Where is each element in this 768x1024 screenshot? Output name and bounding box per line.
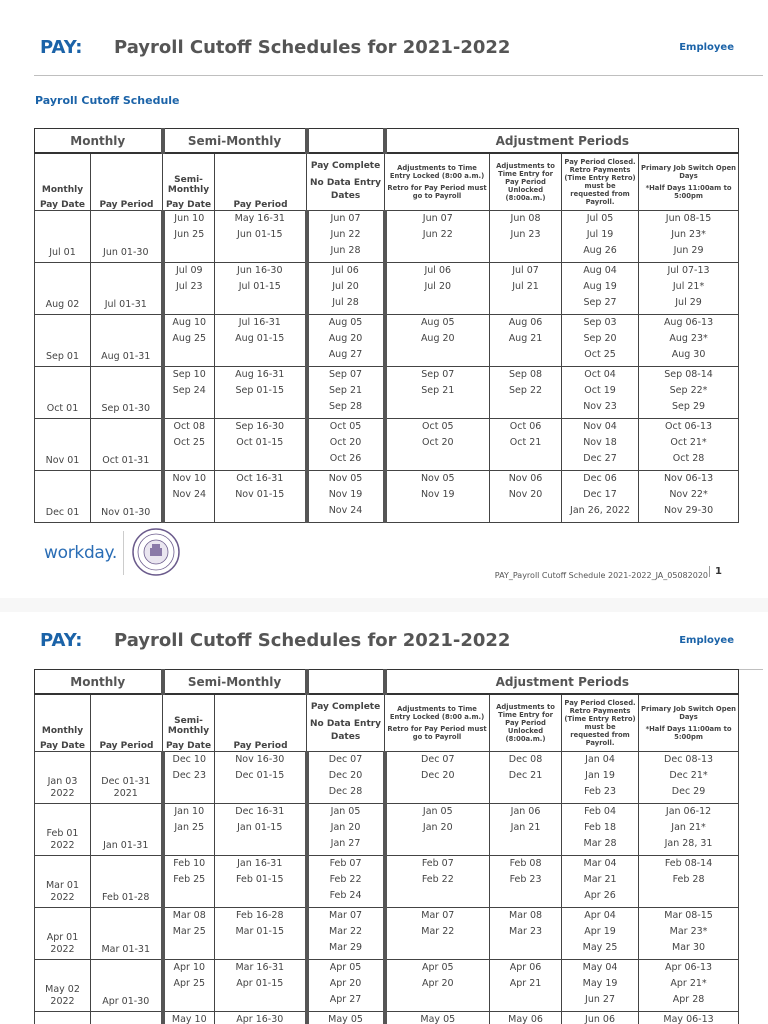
document-page-2 (0, 612, 768, 1024)
audience-label: Employee (679, 635, 734, 646)
monthly-pay-date: May 02 2022 (35, 960, 91, 1012)
adj-unlocked-dates: Sep 08 Sep 22 (490, 367, 562, 419)
table-row (35, 752, 739, 804)
monthly-pay-date: Apr 01 2022 (35, 908, 91, 960)
header-prefix: PAY: (40, 37, 83, 58)
pay-complete-dates: Jan 05 Jan 20 Jan 27 (307, 804, 385, 856)
col-adj-locked: Adjustments to Time Entry Locked (8:00 a.m.) Retro for Pay Period must go to Payroll (385, 694, 490, 752)
monthly-pay-period: Sep 01-30 (91, 367, 163, 419)
document-id: PAY_Payroll Cutoff Schedule 2021-2022_JA_05082020 (494, 571, 708, 580)
monthly-pay-period: Oct 01-31 (91, 419, 163, 471)
col-period-closed: Pay Period Closed. Retro Payments (Time Entry Retro) must be requested from Payroll. (562, 694, 639, 752)
col-semi-pay-period: Pay Period (215, 153, 307, 211)
semi-pay-date: Sep 10 Sep 24 (163, 367, 215, 419)
pay-complete-dates: Aug 05 Aug 20 Aug 27 (307, 315, 385, 367)
col-job-switch: Primary Job Switch Open Days *Half Days 11:00am to 5:00pm (639, 153, 739, 211)
adj-unlocked-dates: Aug 06 Aug 21 (490, 315, 562, 367)
adj-unlocked-dates: Feb 08 Feb 23 (490, 856, 562, 908)
pay-complete-dates: Mar 07 Mar 22 Mar 29 (307, 908, 385, 960)
monthly-pay-date: Nov 01 (35, 419, 91, 471)
adj-unlocked-dates: Jun 08 Jun 23 (490, 211, 562, 263)
semi-pay-date: May 10 (163, 1012, 215, 1024)
job-switch-dates: Nov 06-13 Nov 22* Nov 29-30 (639, 471, 739, 523)
semi-pay-date: Feb 10 Feb 25 (163, 856, 215, 908)
page-number: 1 (709, 566, 722, 577)
monthly-pay-period: Mar 01-31 (91, 908, 163, 960)
adj-locked-dates: Nov 05 Nov 19 (385, 471, 490, 523)
semi-pay-date: Mar 08 Mar 25 (163, 908, 215, 960)
section-title: Payroll Cutoff Schedule (35, 94, 180, 107)
semi-pay-period: Oct 16-31 Nov 01-15 (215, 471, 307, 523)
group-semi-monthly: Semi-Monthly (163, 670, 307, 695)
col-adj-unlocked: Adjustments to Time Entry for Pay Period Unlocked (8:00a.m.) (490, 694, 562, 752)
page-header (0, 26, 768, 70)
period-closed-dates: Nov 04 Nov 18 Dec 27 (562, 419, 639, 471)
monthly-pay-date: Sep 01 (35, 315, 91, 367)
period-closed-dates: Jul 05 Jul 19 Aug 26 (562, 211, 639, 263)
group-semi-monthly: Semi-Monthly (163, 129, 307, 154)
monthly-pay-period: Feb 01-28 (91, 856, 163, 908)
period-closed-dates: Feb 04 Feb 18 Mar 28 (562, 804, 639, 856)
monthly-pay-period: Jun 01-30 (91, 211, 163, 263)
monthly-pay-period: Jul 01-31 (91, 263, 163, 315)
page-title: Payroll Cutoff Schedules for 2021-2022 (114, 37, 511, 58)
schedule-table (34, 128, 739, 523)
period-closed-dates: Oct 04 Oct 19 Nov 23 (562, 367, 639, 419)
adj-locked-dates: Mar 07 Mar 22 (385, 908, 490, 960)
monthly-pay-date: Aug 02 (35, 263, 91, 315)
col-adj-locked: Adjustments to Time Entry Locked (8:00 a.m.) Retro for Pay Period must go to Payroll (385, 153, 490, 211)
semi-pay-period: Jan 16-31 Feb 01-15 (215, 856, 307, 908)
logo-divider (123, 531, 124, 575)
col-semi-pay-date: Semi- Monthly Pay Date (163, 153, 215, 211)
job-switch-dates: Feb 08-14 Feb 28 (639, 856, 739, 908)
semi-pay-period: Nov 16-30 Dec 01-15 (215, 752, 307, 804)
monthly-pay-period: Aug 01-31 (91, 315, 163, 367)
job-switch-dates: Mar 08-15 Mar 23* Mar 30 (639, 908, 739, 960)
period-closed-dates: Apr 04 Apr 19 May 25 (562, 908, 639, 960)
header-divider (34, 75, 763, 76)
job-switch-dates: Oct 06-13 Oct 21* Oct 28 (639, 419, 739, 471)
job-switch-dates: Sep 08-14 Sep 22* Sep 29 (639, 367, 739, 419)
semi-pay-period: Jul 16-31 Aug 01-15 (215, 315, 307, 367)
university-seal-icon (132, 528, 180, 576)
semi-pay-date: Oct 08 Oct 25 (163, 419, 215, 471)
monthly-pay-date: Oct 01 (35, 367, 91, 419)
semi-pay-date: Dec 10 Dec 23 (163, 752, 215, 804)
monthly-pay-period (91, 1012, 163, 1024)
semi-pay-period: Mar 16-31 Apr 01-15 (215, 960, 307, 1012)
group-blank (307, 670, 385, 695)
job-switch-dates: May 06-13 (639, 1012, 739, 1024)
header-prefix: PAY: (40, 630, 83, 651)
adj-unlocked-dates: Oct 06 Oct 21 (490, 419, 562, 471)
pay-complete-dates: Jul 06 Jul 20 Jul 28 (307, 263, 385, 315)
col-pay-complete: Pay Complete No Data Entry Dates (307, 153, 385, 211)
adj-locked-dates: Jun 07 Jun 22 (385, 211, 490, 263)
col-monthly-pay-period: Pay Period (91, 153, 163, 211)
adj-unlocked-dates: Nov 06 Nov 20 (490, 471, 562, 523)
pay-complete-dates: Jun 07 Jun 22 Jun 28 (307, 211, 385, 263)
job-switch-dates: Jul 07-13 Jul 21* Jul 29 (639, 263, 739, 315)
pay-complete-dates: Apr 05 Apr 20 Apr 27 (307, 960, 385, 1012)
period-closed-dates: Sep 03 Sep 20 Oct 25 (562, 315, 639, 367)
period-closed-dates: May 04 May 19 Jun 27 (562, 960, 639, 1012)
audience-label: Employee (679, 42, 734, 53)
job-switch-dates: Jun 08-15 Jun 23* Jun 29 (639, 211, 739, 263)
table-row (35, 263, 739, 315)
table-row (35, 960, 739, 1012)
monthly-pay-period: Jan 01-31 (91, 804, 163, 856)
semi-pay-date: Jan 10 Jan 25 (163, 804, 215, 856)
table-row (35, 804, 739, 856)
period-closed-dates: Jun 06 (562, 1012, 639, 1024)
period-closed-dates: Aug 04 Aug 19 Sep 27 (562, 263, 639, 315)
col-semi-pay-date: Semi- Monthly Pay Date (163, 694, 215, 752)
job-switch-dates: Jan 06-12 Jan 21* Jan 28, 31 (639, 804, 739, 856)
job-switch-dates: Aug 06-13 Aug 23* Aug 30 (639, 315, 739, 367)
table-row (35, 471, 739, 523)
group-blank (307, 129, 385, 154)
semi-pay-date: Jun 10 Jun 25 (163, 211, 215, 263)
monthly-pay-date: Jan 03 2022 (35, 752, 91, 804)
adj-locked-dates: Oct 05 Oct 20 (385, 419, 490, 471)
monthly-pay-date (35, 1012, 91, 1024)
table-row (35, 315, 739, 367)
pay-complete-dates: Dec 07 Dec 20 Dec 28 (307, 752, 385, 804)
page-title: Payroll Cutoff Schedules for 2021-2022 (114, 630, 511, 651)
semi-pay-period: Dec 16-31 Jan 01-15 (215, 804, 307, 856)
adj-unlocked-dates: May 06 (490, 1012, 562, 1024)
monthly-pay-period: Dec 01-31 2021 (91, 752, 163, 804)
col-monthly-pay-date: Monthly Pay Date (35, 153, 91, 211)
pay-complete-dates: Sep 07 Sep 21 Sep 28 (307, 367, 385, 419)
col-semi-pay-period: Pay Period (215, 694, 307, 752)
table-row (35, 367, 739, 419)
semi-pay-date: Jul 09 Jul 23 (163, 263, 215, 315)
group-monthly: Monthly (35, 129, 163, 154)
semi-pay-period: Feb 16-28 Mar 01-15 (215, 908, 307, 960)
semi-pay-period: Jun 16-30 Jul 01-15 (215, 263, 307, 315)
col-monthly-pay-period: Pay Period (91, 694, 163, 752)
table-row (35, 419, 739, 471)
page-header-2 (0, 619, 768, 663)
workday-logo: workday. (44, 543, 117, 563)
pay-complete-dates: May 05 (307, 1012, 385, 1024)
col-monthly-pay-date: Monthly Pay Date (35, 694, 91, 752)
adj-locked-dates: Aug 05 Aug 20 (385, 315, 490, 367)
period-closed-dates: Jan 04 Jan 19 Feb 23 (562, 752, 639, 804)
adj-locked-dates: Sep 07 Sep 21 (385, 367, 490, 419)
adj-locked-dates: Jan 05 Jan 20 (385, 804, 490, 856)
semi-pay-period: Aug 16-31 Sep 01-15 (215, 367, 307, 419)
period-closed-dates: Dec 06 Dec 17 Jan 26, 2022 (562, 471, 639, 523)
period-closed-dates: Mar 04 Mar 21 Apr 26 (562, 856, 639, 908)
adj-locked-dates: May 05 (385, 1012, 490, 1024)
table-row (35, 1012, 739, 1024)
adj-unlocked-dates: Jul 07 Jul 21 (490, 263, 562, 315)
monthly-pay-date: Feb 01 2022 (35, 804, 91, 856)
adj-unlocked-dates: Mar 08 Mar 23 (490, 908, 562, 960)
monthly-pay-date: Jul 01 (35, 211, 91, 263)
table-row (35, 908, 739, 960)
monthly-pay-period: Nov 01-30 (91, 471, 163, 523)
group-adjustment: Adjustment Periods (385, 129, 739, 154)
col-adj-unlocked: Adjustments to Time Entry for Pay Period Unlocked (8:00a.m.) (490, 153, 562, 211)
pay-complete-dates: Nov 05 Nov 19 Nov 24 (307, 471, 385, 523)
table-row (35, 856, 739, 908)
group-monthly: Monthly (35, 670, 163, 695)
semi-pay-date: Aug 10 Aug 25 (163, 315, 215, 367)
semi-pay-period: Sep 16-30 Oct 01-15 (215, 419, 307, 471)
adj-unlocked-dates: Dec 08 Dec 21 (490, 752, 562, 804)
adj-locked-dates: Jul 06 Jul 20 (385, 263, 490, 315)
pay-complete-dates: Oct 05 Oct 20 Oct 26 (307, 419, 385, 471)
monthly-pay-date: Dec 01 (35, 471, 91, 523)
job-switch-dates: Apr 06-13 Apr 21* Apr 28 (639, 960, 739, 1012)
adj-unlocked-dates: Jan 06 Jan 21 (490, 804, 562, 856)
adj-locked-dates: Dec 07 Dec 20 (385, 752, 490, 804)
col-job-switch: Primary Job Switch Open Days *Half Days 11:00am to 5:00pm (639, 694, 739, 752)
semi-pay-period: Apr 16-30 (215, 1012, 307, 1024)
schedule-table-2 (34, 669, 739, 1024)
adj-locked-dates: Feb 07 Feb 22 (385, 856, 490, 908)
semi-pay-period: May 16-31 Jun 01-15 (215, 211, 307, 263)
pay-complete-dates: Feb 07 Feb 22 Feb 24 (307, 856, 385, 908)
semi-pay-date: Nov 10 Nov 24 (163, 471, 215, 523)
col-pay-complete: Pay Complete No Data Entry Dates (307, 694, 385, 752)
monthly-pay-date: Mar 01 2022 (35, 856, 91, 908)
adj-unlocked-dates: Apr 06 Apr 21 (490, 960, 562, 1012)
monthly-pay-period: Apr 01-30 (91, 960, 163, 1012)
semi-pay-date: Apr 10 Apr 25 (163, 960, 215, 1012)
col-period-closed: Pay Period Closed. Retro Payments (Time Entry Retro) must be requested from Payroll. (562, 153, 639, 211)
group-adjustment: Adjustment Periods (385, 670, 739, 695)
adj-locked-dates: Apr 05 Apr 20 (385, 960, 490, 1012)
job-switch-dates: Dec 08-13 Dec 21* Dec 29 (639, 752, 739, 804)
table-row (35, 211, 739, 263)
